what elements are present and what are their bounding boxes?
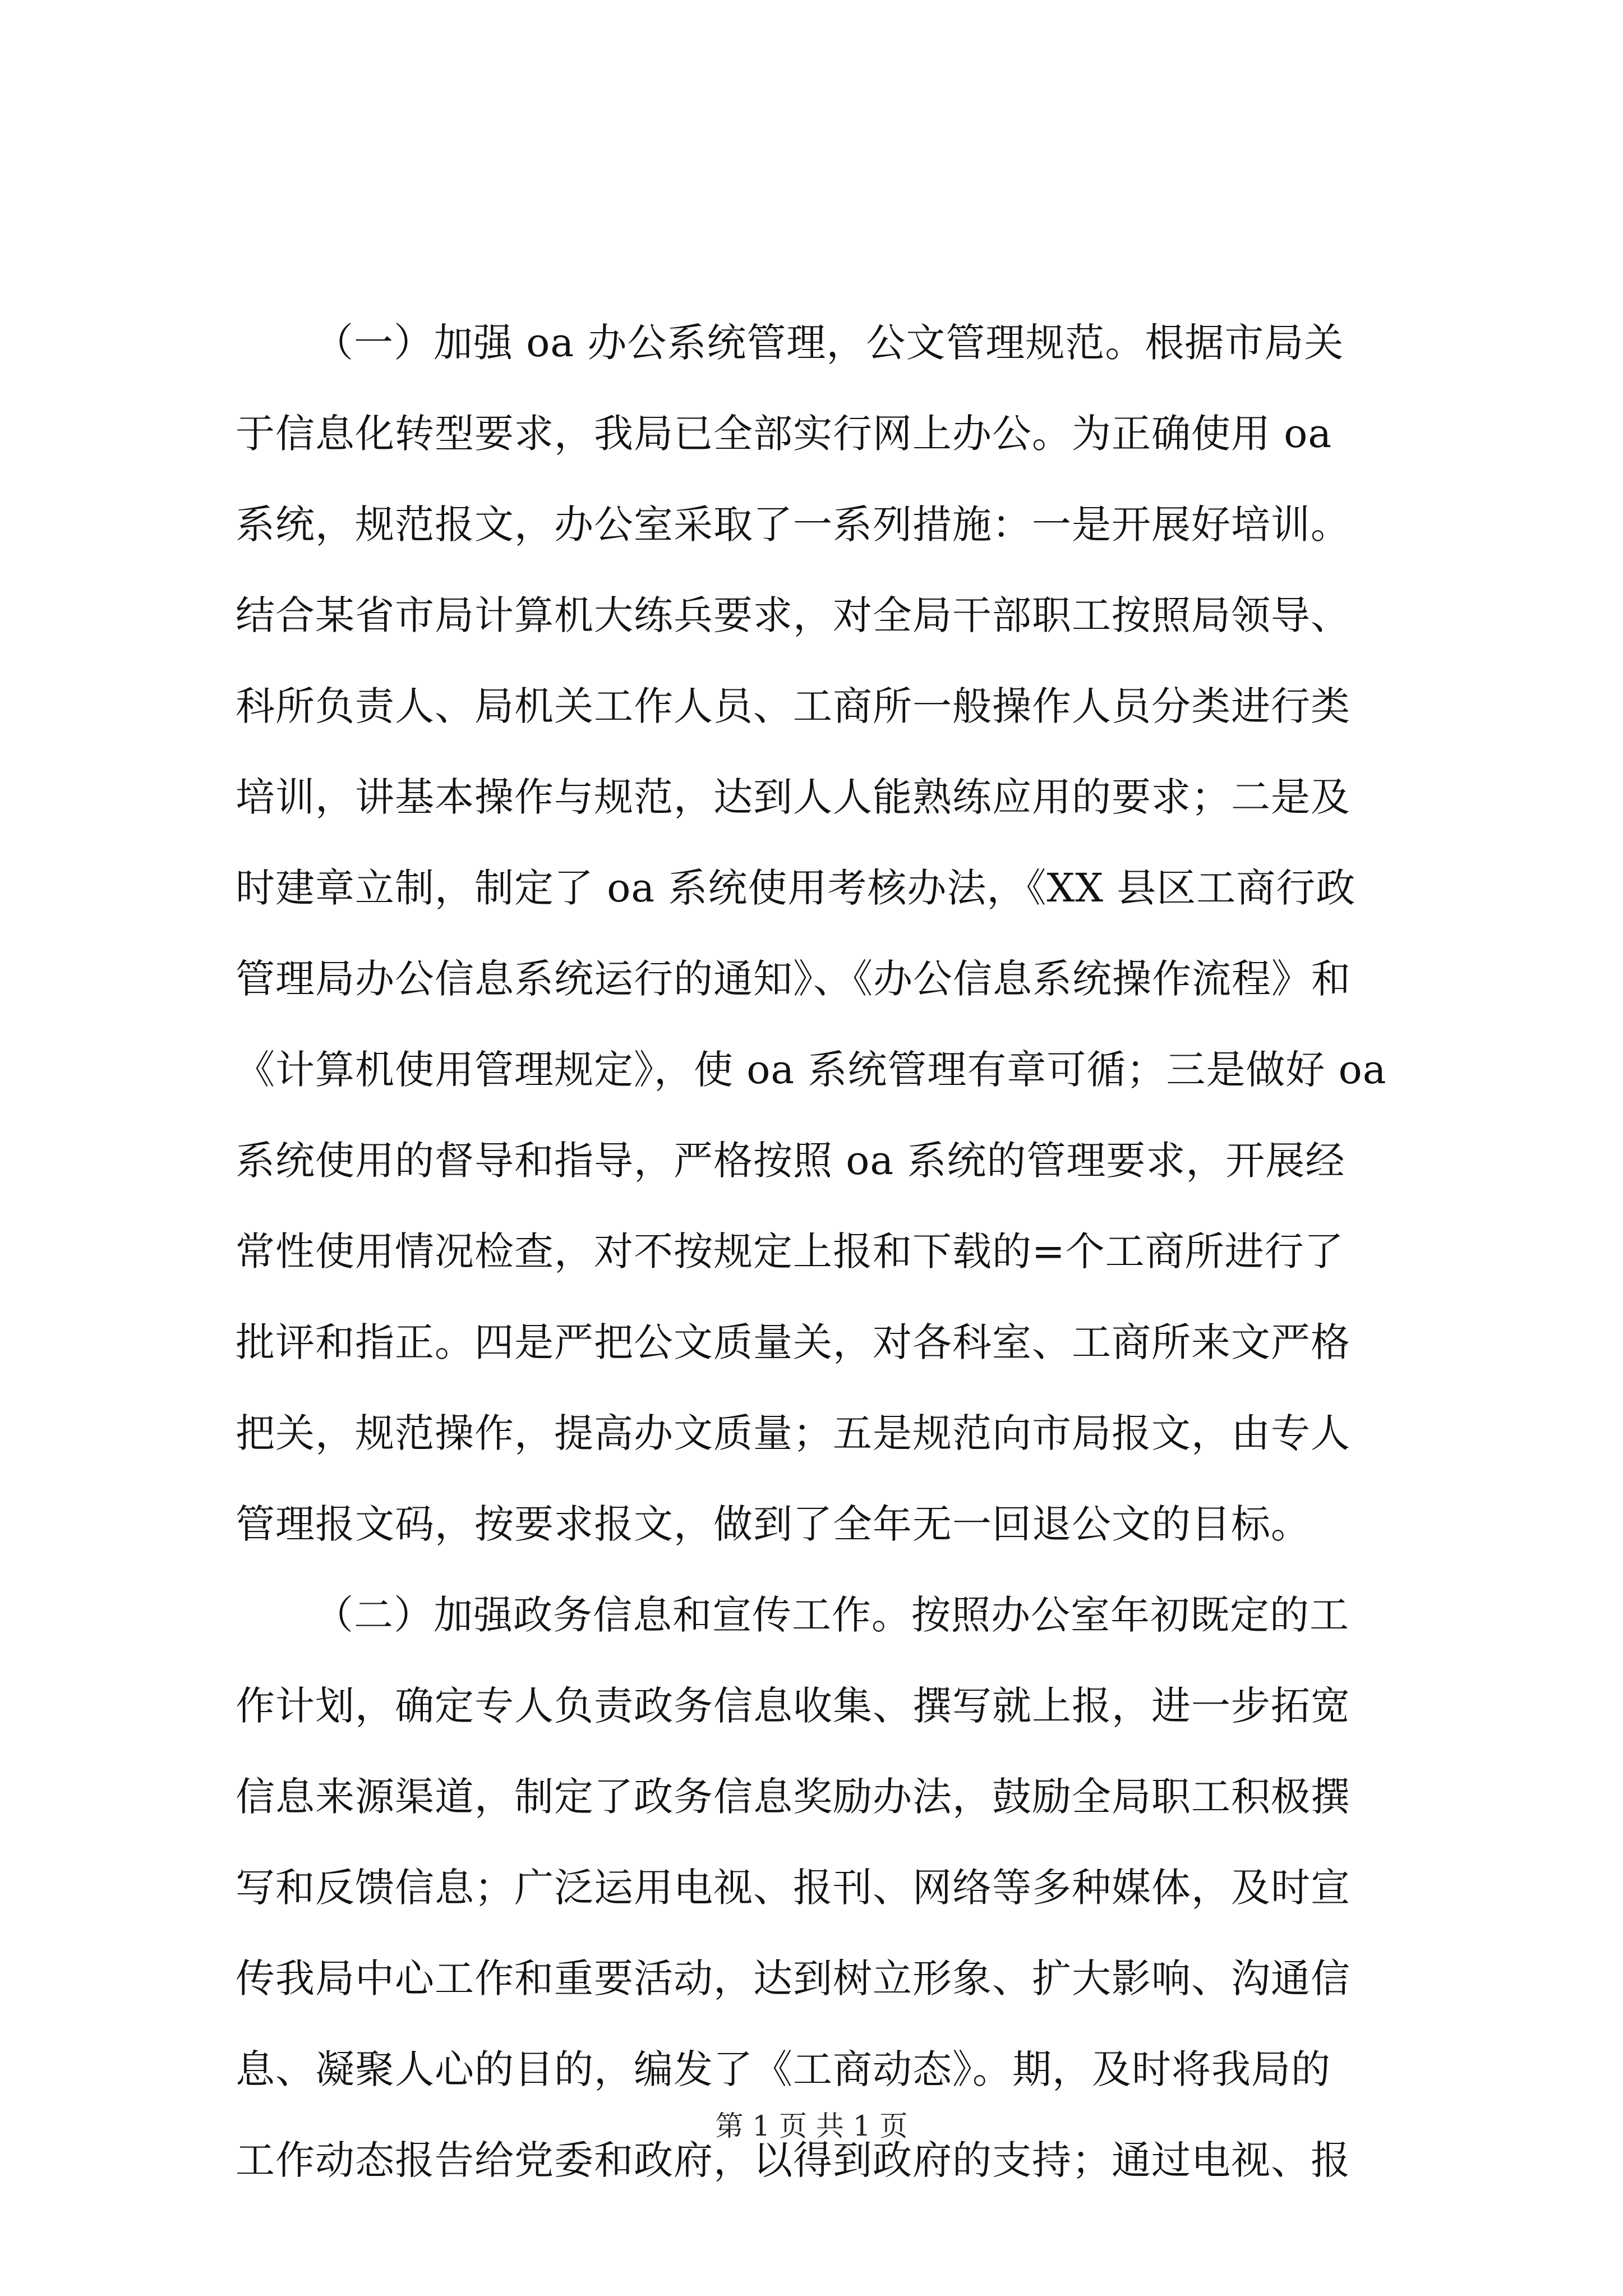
text-line: 科所负责人、局机关工作人员、工商所一般操作人员分类进行类	[236, 683, 1350, 729]
text-line: 传我局中心工作和重要活动，达到树立形象、扩大影响、沟通信	[236, 1955, 1350, 2001]
text-line: 《计算机使用管理规定》，使 oa 系统管理有章可循；三是做好 oa	[236, 1047, 1387, 1093]
text-line: 信息来源渠道，制定了政务信息奖励办法，鼓励全局职工积极撰	[236, 1774, 1350, 1820]
text-line: 作计划，确定专人负责政务信息收集、撰写就上报，进一步拓宽	[236, 1683, 1350, 1729]
text-line: 系统使用的督导和指导，严格按照 oa 系统的管理要求，开展经	[236, 1138, 1345, 1184]
text-line: 工作动态报告给党委和政府，以得到政府的支持；通过电视、报	[236, 2137, 1350, 2183]
text-line: 写和反馈信息；广泛运用电视、报刊、网络等多种媒体，及时宣	[236, 1865, 1350, 1911]
text-line: 把关，规范操作，提高办文质量；五是规范向市局报文，由专人	[236, 1410, 1350, 1456]
text-line: 管理局办公信息系统运行的通知》、《办公信息系统操作流程》和	[236, 956, 1351, 1002]
text-line: 系统，规范报文，办公室采取了一系列措施：一是开展好培训。	[236, 501, 1350, 547]
text-line: 于信息化转型要求，我局已全部实行网上办公。为正确使用 oa	[236, 411, 1332, 457]
page-footer	[0, 2106, 1623, 2146]
text-line: 结合某省市局计算机大练兵要求，对全局干部职工按照局领导、	[236, 592, 1350, 638]
text-line: 批评和指正。四是严把公文质量关，对各科室、工商所来文严格	[236, 1319, 1350, 1365]
page-number-label: 第 1 页 共 1 页	[715, 2110, 908, 2142]
body-text	[236, 297, 1424, 2206]
text-line: 常性使用情况检查，对不按规定上报和下载的=个工商所进行了	[236, 1228, 1344, 1274]
text-line: 息、凝聚人心的目的，编发了《工商动态》。期，及时将我局的	[236, 2046, 1331, 2092]
text-line: 培训，讲基本操作与规范，达到人人能熟练应用的要求；二是及	[236, 774, 1350, 820]
text-line: （二）加强政务信息和宣传工作。按照办公室年初既定的工	[314, 1592, 1349, 1638]
text-line: 管理报文码，按要求报文，做到了全年无一回退公文的目标。	[236, 1501, 1311, 1547]
text-line: （一）加强 oa 办公系统管理，公文管理规范。根据市局关	[314, 320, 1344, 366]
text-line: 时建章立制，制定了 oa 系统使用考核办法，《XX 县区工商行政	[236, 865, 1356, 911]
